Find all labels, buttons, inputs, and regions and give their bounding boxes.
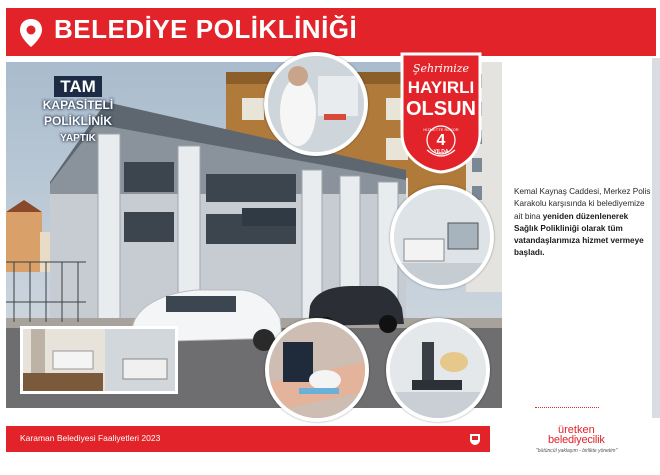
brand-motto: "bütüncül yaklaşım - birlikte yönetim" [536, 448, 618, 454]
location-pin-icon [18, 18, 44, 48]
emblem-seal-number: 4 [436, 132, 446, 149]
description-text [514, 186, 652, 260]
footer-left-text: Karaman Belediyesi Faaliyetleri 2023 [20, 433, 161, 443]
municipality-crest-icon [468, 432, 482, 446]
capacity-badge [30, 76, 126, 145]
dotted-divider [535, 407, 599, 408]
equipment-photo-circle [390, 185, 494, 289]
interior-photo [20, 326, 178, 394]
badge-line-1: TAM [54, 76, 102, 97]
emblem-seal-top: HİZMETTE REKOR [423, 127, 459, 132]
brand-line-1: üretken [558, 424, 595, 436]
badge-line-2: KAPASİTELİ [42, 98, 114, 112]
page-edge [652, 58, 660, 418]
page-header [0, 0, 660, 58]
brand-line-2: belediyecilik [548, 434, 605, 446]
description-bold: yeniden düzenlenerek Sağlık Polikliniği olarak tüm vatandaşlarımıza hizmet vermeye başladı. [514, 211, 644, 258]
emblem-script: Şehrimize [412, 62, 470, 75]
emblem-seal-label: YILDA [433, 149, 449, 155]
description-part-1: Kemal Kaynaş Caddesi, Merkez Polis Karakolu karşısında ki belediyemize ait bina [514, 187, 651, 221]
microscope-photo-circle [386, 318, 490, 422]
badge-line-4: YAPTIK [60, 133, 96, 144]
uretken-belediyecilik-logo [520, 420, 630, 460]
page-title: BELEDİYE POLİKLİNİĞİ [54, 14, 358, 44]
lab-photo-circle [264, 52, 368, 156]
badge-line-3: POLİKLİNİK [44, 114, 112, 128]
hayirli-olsun-emblem [398, 48, 484, 174]
emblem-line-1: HAYIRLI [407, 78, 475, 97]
footer-bar [6, 426, 490, 452]
emblem-line-2: OLSUN [406, 98, 476, 120]
blood-draw-photo-circle [265, 318, 369, 422]
